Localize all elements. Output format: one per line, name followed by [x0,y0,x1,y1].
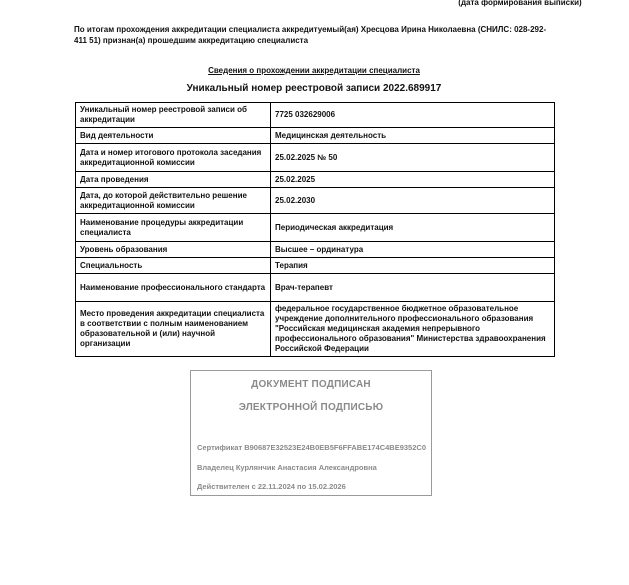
row-label: Дата и номер итогового протокола заседания аккредитационной комиссии [76,144,271,172]
accreditation-details-table [75,102,555,357]
row-value: 25.02.2025 [271,172,555,188]
certificate-number: Сертификат B90687E32523E24B0EB5F6FFABE174C4BE9352C0 [197,443,426,452]
row-label: Наименование профессионального стандарта [76,274,271,302]
table-row [76,188,555,214]
electronic-signature-stamp [190,370,432,496]
row-label: Наименование процедуры аккредитации специалиста [76,214,271,242]
table-row [76,144,555,172]
row-value: федеральное государственное бюджетное образовательное учреждение дополнительного профессионального образования "Российская медицинская академия непрерывного профессионального образования" Министерства здравоохранения Российской Федерации [271,302,555,357]
row-value: Периодическая аккредитация [271,214,555,242]
table-row [76,258,555,274]
row-value: 25.02.2030 [271,188,555,214]
certificate-owner: Владелец Курлянчик Анастасия Александровна [197,463,377,472]
certificate-validity: Действителен с 22.11.2024 по 15.02.2026 [197,482,346,491]
row-value: 25.02.2025 № 50 [271,144,555,172]
row-value: 7725 032629006 [271,103,555,128]
row-label: Место проведения аккредитации специалиста в соответствии с полным наименованием образовательной и (или) научной организации [76,302,271,357]
row-value: Высшее – ординатура [271,242,555,258]
table-row [76,302,555,357]
stamp-title-line1: ДОКУМЕНТ ПОДПИСАН [251,379,371,390]
row-label: Дата проведения [76,172,271,188]
section-title: Сведения о прохождении аккредитации специалиста [208,66,420,75]
stamp-title-line2: ЭЛЕКТРОННОЙ ПОДПИСЬЮ [238,402,384,413]
registry-number-title: Уникальный номер реестровой записи 2022.689917 [186,83,442,94]
table-row [76,242,555,258]
row-label: Дата, до которой действительно решение аккредитационной комиссии [76,188,271,214]
accreditation-intro-text: По итогам прохождения аккредитации специалиста аккредитуемый(ая) Хресцова Ирина Николаевна (СНИЛС: 028-292-411 51) признан(а) прошедшим аккредитацию специалиста [74,25,547,45]
row-label: Уровень образования [76,242,271,258]
table-row [76,103,555,128]
row-label: Специальность [76,258,271,274]
table-row [76,274,555,302]
row-label: Вид деятельности [76,128,271,144]
table-row [76,128,555,144]
row-value: Медицинская деятельность [271,128,555,144]
table-row [76,172,555,188]
table-row [76,214,555,242]
statement-date-caption: (дата формирования выписки) [458,0,582,7]
row-value: Врач-терапевт [271,274,555,302]
row-label: Уникальный номер реестровой записи об аккредитации [76,103,271,128]
row-value: Терапия [271,258,555,274]
